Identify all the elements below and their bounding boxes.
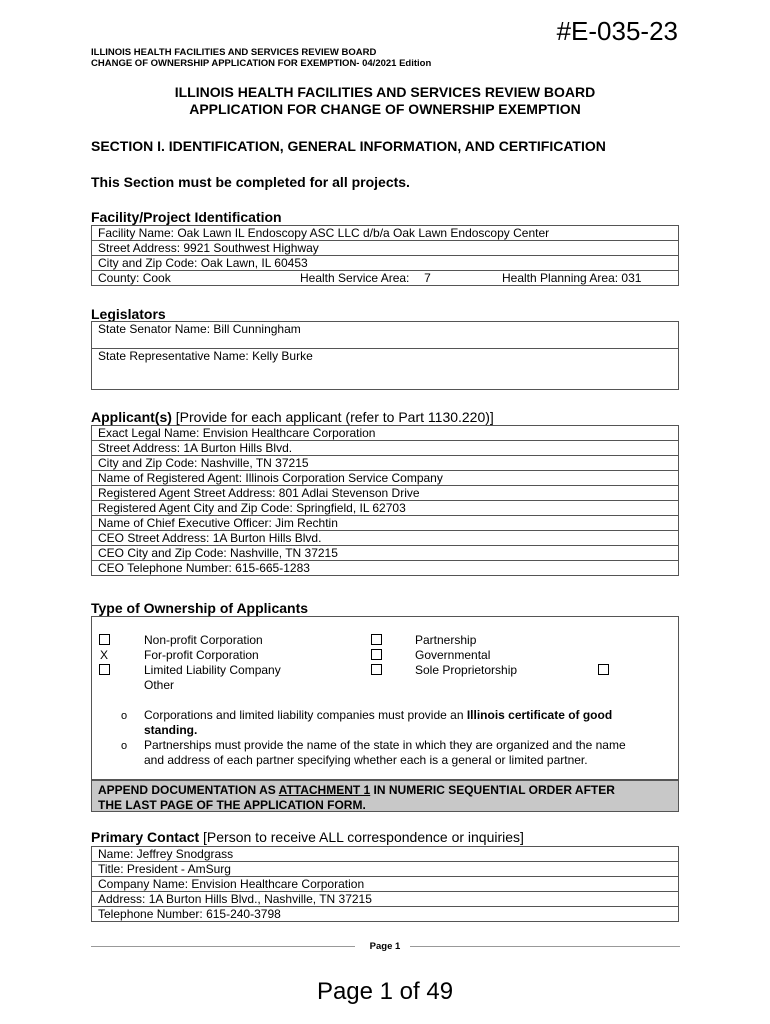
- checkbox-sole-proprietorship[interactable]: [371, 664, 382, 675]
- ownership-box: [91, 616, 679, 780]
- note-corporations-text: Corporations and limited liability companies must provide an: [144, 708, 467, 722]
- applicant-heading-note: [Provide for each applicant (refer to Part 1130.220)]: [175, 409, 494, 425]
- section-heading: SECTION I. IDENTIFICATION, GENERAL INFORMATION, AND CERTIFICATION: [91, 138, 606, 154]
- hsa-label: Health Service Area:: [300, 271, 410, 285]
- applicant-table: [91, 425, 679, 576]
- header-line-1: ILLINOIS HEALTH FACILITIES AND SERVICES REVIEW BOARD: [91, 47, 377, 58]
- checkbox-llc[interactable]: [99, 664, 110, 675]
- ownership-heading: Type of Ownership of Applicants: [91, 600, 309, 616]
- applicant-row: Registered Agent City and Zip Code: Springfield, IL 62703: [92, 501, 679, 516]
- facility-name: Facility Name: Oak Lawn IL Endoscopy ASC LLC d/b/a Oak Lawn Endoscopy Center: [92, 226, 679, 241]
- checkbox-partnership[interactable]: [371, 634, 382, 645]
- contact-row: Address: 1A Burton Hills Blvd., Nashville, TN 37215: [92, 892, 679, 907]
- applicant-row: Registered Agent Street Address: 801 Adlai Stevenson Drive: [92, 486, 679, 501]
- append-documentation: [91, 780, 679, 812]
- append-text-line-2: THE LAST PAGE OF THE APPLICATION FORM.: [98, 798, 366, 812]
- contact-row: Company Name: Envision Healthcare Corporation: [92, 877, 679, 892]
- page-of-total: Page 1 of 49: [316, 978, 454, 1005]
- option-partnership: Partnership: [415, 633, 477, 647]
- checkbox-governmental[interactable]: [371, 649, 382, 660]
- checkbox-for-profit-mark[interactable]: X: [100, 648, 109, 662]
- checkbox-non-profit[interactable]: [99, 634, 110, 645]
- attachment-1-link[interactable]: ATTACHMENT 1: [278, 783, 371, 797]
- header-line-2: CHANGE OF OWNERSHIP APPLICATION FOR EXEMPTION- 04/2021 Edition: [91, 58, 432, 69]
- note-partnerships-line-2: and address of each partner specifying whether each is a general or limited partner.: [144, 753, 588, 767]
- option-non-profit: Non-profit Corporation: [144, 633, 263, 647]
- checkbox-other[interactable]: [598, 664, 609, 675]
- contact-row: Name: Jeffrey Snodgrass: [92, 847, 679, 862]
- applicant-heading: [91, 409, 494, 425]
- option-for-profit: For-profit Corporation: [144, 648, 259, 662]
- facility-county: County: Cook: [92, 271, 295, 286]
- note-corporations: [144, 708, 664, 738]
- primary-contact-table: [91, 846, 679, 922]
- applicant-heading-label: Applicant(s): [91, 409, 172, 425]
- page-title-line-2: APPLICATION FOR CHANGE OF OWNERSHIP EXEMPTION: [189, 101, 581, 117]
- primary-contact-heading-label: Primary Contact: [91, 829, 200, 845]
- applicant-row: CEO Street Address: 1A Burton Hills Blvd.: [92, 531, 679, 546]
- append-text-post: IN NUMERIC SEQUENTIAL ORDER AFTER: [370, 783, 615, 797]
- applicant-row: CEO City and Zip Code: Nashville, TN 37215: [92, 546, 679, 561]
- page-title-line-1: ILLINOIS HEALTH FACILITIES AND SERVICES REVIEW BOARD: [174, 84, 596, 100]
- facility-hpa: Health Planning Area: 031: [496, 271, 679, 286]
- section-note: This Section must be completed for all projects.: [91, 174, 410, 190]
- option-llc: Limited Liability Company: [144, 663, 281, 677]
- state-senator: State Senator Name: Bill Cunningham: [92, 322, 679, 349]
- document-id: #E-035-23: [556, 16, 678, 46]
- hsa-value: 7: [424, 271, 431, 285]
- applicant-row: Street Address: 1A Burton Hills Blvd.: [92, 441, 679, 456]
- append-text-pre: APPEND DOCUMENTATION AS: [98, 783, 279, 797]
- contact-row: Telephone Number: 615-240-3798: [92, 907, 679, 922]
- applicant-row: Name of Chief Executive Officer: Jim Rechtin: [92, 516, 679, 531]
- legislators-heading: Legislators: [91, 306, 166, 322]
- facility-heading: Facility/Project Identification: [91, 209, 282, 225]
- option-sole-proprietorship: Sole Proprietorship: [415, 663, 518, 677]
- legislators-table: [91, 321, 679, 390]
- note-corporations-bold-2: standing.: [144, 723, 198, 737]
- facility-city: City and Zip Code: Oak Lawn, IL 60453: [92, 256, 679, 271]
- applicant-row: Name of Registered Agent: Illinois Corporation Service Company: [92, 471, 679, 486]
- facility-hsa: [294, 271, 496, 286]
- primary-contact-heading-note: [Person to receive ALL correspondence or inquiries]: [203, 829, 524, 845]
- option-other: Other: [144, 678, 175, 692]
- note-partnerships: [144, 738, 674, 768]
- contact-row: Title: President - AmSurg: [92, 862, 679, 877]
- applicant-row: Exact Legal Name: Envision Healthcare Corporation: [92, 426, 679, 441]
- bullet-icon: o: [121, 740, 128, 752]
- primary-contact-heading: [91, 829, 524, 845]
- page-number: Page 1: [369, 941, 401, 952]
- option-governmental: Governmental: [415, 648, 491, 662]
- facility-street: Street Address: 9921 Southwest Highway: [92, 241, 679, 256]
- note-corporations-bold: Illinois certificate of good: [466, 708, 613, 722]
- note-partnerships-line-1: Partnerships must provide the name of the state in which they are organized and the name: [144, 738, 626, 752]
- applicant-row: CEO Telephone Number: 615-665-1283: [92, 561, 679, 576]
- applicant-row: City and Zip Code: Nashville, TN 37215: [92, 456, 679, 471]
- state-representative: State Representative Name: Kelly Burke: [92, 349, 679, 390]
- facility-table: [91, 225, 679, 286]
- bullet-icon: o: [121, 710, 128, 722]
